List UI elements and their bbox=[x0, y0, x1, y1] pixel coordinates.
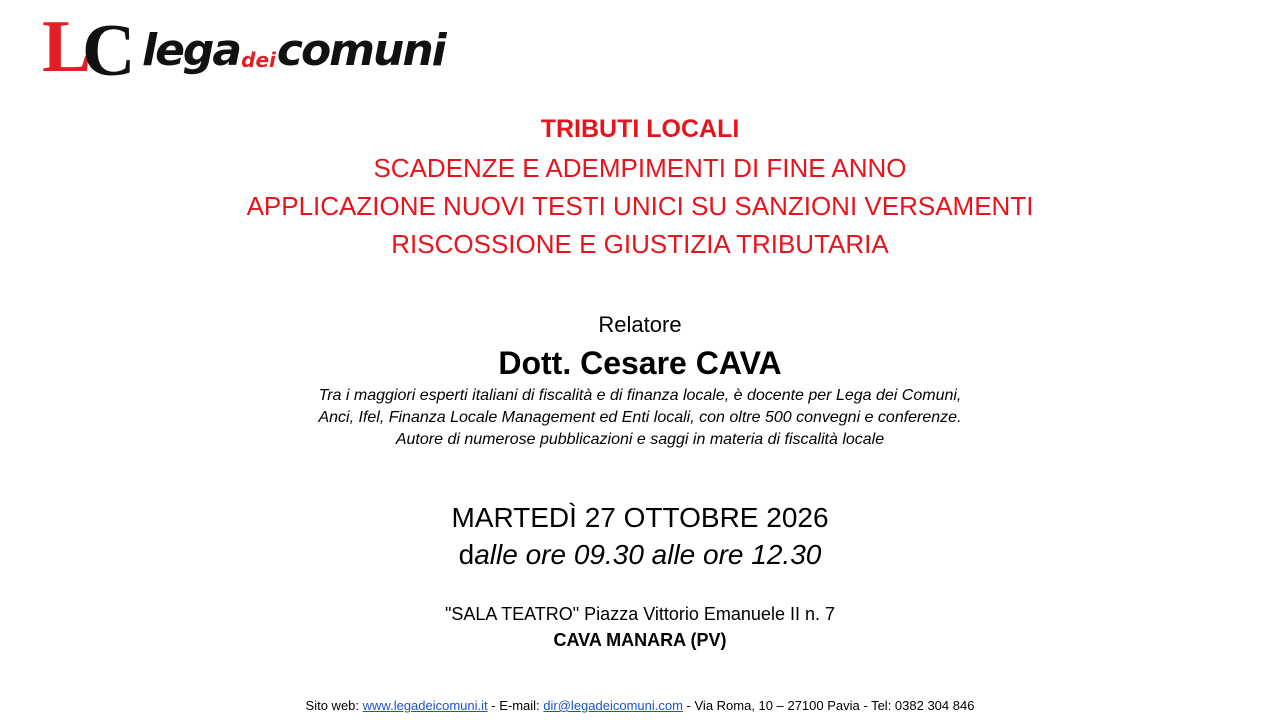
footer-site-label: Sito web: bbox=[305, 698, 363, 713]
title-line-3: APPLICAZIONE NUOVI TESTI UNICI SU SANZIONI VERSAMENTI bbox=[246, 191, 1034, 221]
speaker-bio bbox=[0, 385, 1280, 451]
footer-email-link[interactable]: dir@legadeicomuni.com bbox=[543, 698, 683, 713]
event-town: CAVA MANARA (PV) bbox=[553, 630, 727, 650]
event-time-rest: alle ore 09.30 alle ore 12.30 bbox=[474, 539, 822, 570]
logo-lc-mark bbox=[42, 6, 137, 92]
event-venue: "SALA TEATRO" Piazza Vittorio Emanuele II n. 7 bbox=[445, 604, 835, 624]
logo-word-lega: lega bbox=[142, 25, 241, 76]
speaker-name: Dott. Cesare CAVA bbox=[498, 345, 782, 381]
title-line-1: TRIBUTI LOCALI bbox=[540, 115, 740, 143]
footer-email-label: - E-mail: bbox=[487, 698, 544, 713]
logo-letter-c: C bbox=[82, 10, 132, 92]
footer-contacts bbox=[0, 697, 1280, 715]
logo-word-dei: dei bbox=[241, 48, 276, 72]
title-line-2: SCADENZE E ADEMPIMENTI DI FINE ANNO bbox=[373, 153, 907, 183]
speaker-label: Relatore bbox=[598, 312, 682, 337]
logo-word-comuni: comuni bbox=[276, 25, 445, 76]
footer-website-link[interactable]: www.legadeicomuni.it bbox=[362, 698, 488, 713]
event-time bbox=[0, 537, 1280, 573]
title-line-4: RISCOSSIONE E GIUSTIZIA TRIBUTARIA bbox=[391, 229, 889, 259]
title-lines bbox=[0, 149, 1280, 263]
speaker-bio-line-2: Anci, Ifel, Finanza Locale Management ed Enti locali, con oltre 500 convegni e conferenze. bbox=[318, 409, 962, 426]
event-date: MARTEDÌ 27 OTTOBRE 2026 bbox=[451, 502, 829, 533]
event-time-prefix: d bbox=[458, 539, 475, 570]
speaker-bio-line-1: Tra i maggiori esperti italiani di fiscalità e di finanza locale, è docente per Lega dei Comuni, bbox=[318, 387, 962, 404]
speaker-bio-line-3: Autore di numerose pubblicazioni e saggi in materia di fiscalità locale bbox=[395, 431, 885, 448]
lega-dei-comuni-logo bbox=[42, 6, 445, 92]
logo-letter-l: L bbox=[42, 6, 88, 88]
footer-address: - Via Roma, 10 – 27100 Pavia - Tel: 0382 304 846 bbox=[682, 698, 975, 713]
logo-wordmark bbox=[142, 26, 445, 85]
